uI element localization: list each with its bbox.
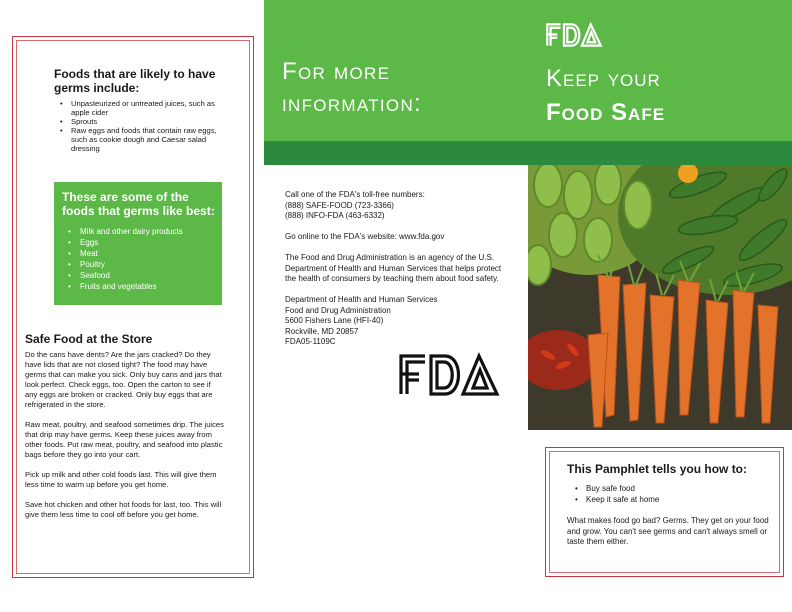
- pamphlet-heading: This Pamphlet tells you how to:: [567, 462, 748, 476]
- pamphlet-list: [575, 483, 755, 505]
- list-item: • Seafood: [68, 270, 218, 281]
- title-line-2: Food Safe: [546, 99, 666, 126]
- contact-info: [285, 190, 513, 358]
- store-paragraph: Do the cans have dents? Are the jars cracked? Do they have lids that are not closed tight? The food may have germs that can make you sick. Only buy cans and jars that look perfect. Check eggs, too. Open the carton to see if any eggs are broken or cracked. Only buy eggs that are refrigerated in the store.: [25, 350, 222, 409]
- store-paragraph: Pick up milk and other cold foods last. This will give them less time to warm up before you get home.: [25, 470, 217, 489]
- list-item: • Raw eggs and foods that contain raw eggs, such as cookie dough and Caesar salad dressing: [60, 126, 230, 153]
- list-item: • Poultry: [68, 259, 218, 270]
- germs-foods-list: [68, 226, 218, 292]
- store-section: [25, 350, 225, 530]
- germs-foods-box: [54, 182, 222, 305]
- phone-safe-food: (888) SAFE-FOOD (723-3366): [285, 200, 394, 210]
- vegetables-photo: [528, 165, 792, 430]
- likely-foods-list: [60, 99, 230, 153]
- website-line: Go online to the FDA's website: www.fda.gov: [285, 232, 445, 241]
- list-item: • Fruits and vegetables: [68, 281, 218, 292]
- likely-foods-heading: Foods that are likely to have germs include:: [54, 67, 216, 95]
- title-line-1: Keep your: [546, 65, 661, 92]
- phone-info-fda: (888) INFO-FDA (463-6332): [285, 211, 385, 220]
- pamphlet-title: [546, 62, 665, 130]
- header-stripe: [264, 141, 792, 165]
- address-line: Department of Health and Human Services: [285, 295, 438, 304]
- phone-block: [285, 190, 513, 222]
- list-item: • Eggs: [68, 237, 218, 248]
- fda-logo: [545, 22, 603, 48]
- address-line: 5600 Fishers Lane (HFI-40): [285, 316, 384, 325]
- list-item: • Milk and other dairy products: [68, 226, 218, 237]
- address-line: Food and Drug Administration: [285, 305, 391, 315]
- list-item: • Sprouts: [60, 117, 230, 126]
- publication-code: FDA05-1109C: [285, 337, 336, 346]
- list-item: • Unpasteurized or untreated juices, such as apple cider: [60, 99, 230, 117]
- germs-explanation: What makes food go bad? Germs. They get on your food and grow. You can't see germs and can't always smell or taste them either.: [567, 516, 769, 546]
- list-item: • Buy safe food: [575, 483, 755, 494]
- for-more-info-heading: For more information:: [282, 58, 422, 117]
- fda-logo: [397, 352, 501, 398]
- address-block: [285, 295, 513, 348]
- store-heading: Safe Food at the Store: [25, 332, 153, 346]
- germs-box-heading: These are some of the foods that germs like best:: [62, 190, 215, 218]
- phone-intro: Call one of the FDA's toll-free numbers:: [285, 190, 425, 199]
- list-item: • Meat: [68, 248, 218, 259]
- store-paragraph: Save hot chicken and other hot foods for last, too. This will give them less time to cool off before you get home.: [25, 500, 222, 519]
- store-paragraph: Raw meat, poultry, and seafood sometimes drip. The juices that drip may have germs. Keep these juices away from other foods. Put raw meat, poultry, and seafood into plastic bags before they go into your cart.: [25, 420, 224, 459]
- address-line: Rockville, MD 20857: [285, 326, 359, 336]
- list-item: • Keep it safe at home: [575, 494, 755, 505]
- agency-description: The Food and Drug Administration is an agency of the U.S. Department of Health and Human Services that helps protect the health of consumers by teaching them about food safety.: [285, 253, 502, 283]
